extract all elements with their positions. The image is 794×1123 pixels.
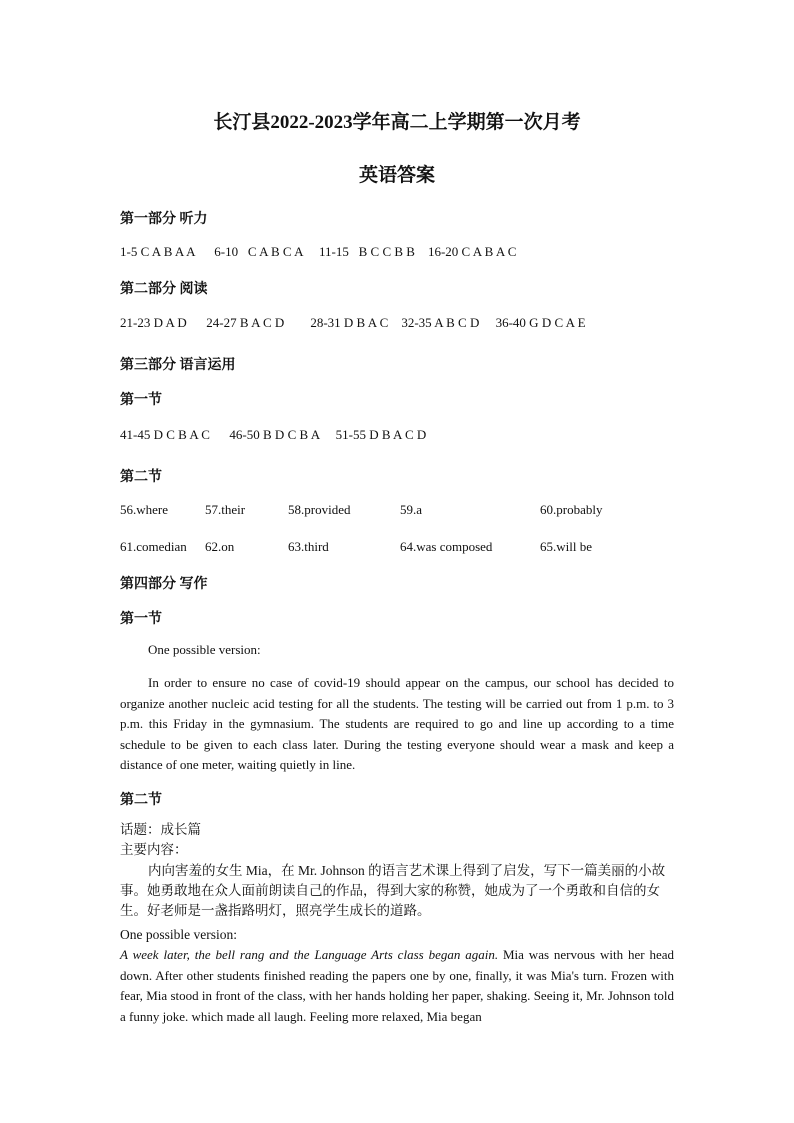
main-content-paragraph: 内向害羞的女生 Mia，在 Mr. Johnson 的语言艺术课上得到了启发，写下一篇美丽的小故事。她勇敢地在众人面前朗读自己的作品，得到大家的称赞，她成为了一个勇敢和自信的女生。好老师是一盏指路明灯，照亮学生成长的道路。 [120,863,666,918]
document-subtitle: 英语答案 [358,165,435,186]
part1-heading: 第一部分 听力 [120,212,208,227]
part3-heading: 第三部分 语言运用 [120,358,236,373]
version-label: One possible version: [148,642,261,657]
main-content-label: 主要内容： [120,842,188,857]
part3-section1-answers: 41-45 D C B A C 46-50 B D C B A 51-55 D B A C D [120,427,427,442]
answer-cell: 64.was composed [400,539,493,554]
part4-heading: 第四部分 写作 [120,577,208,592]
version-label-2: One possible version: [120,927,237,942]
part3-section2-heading: 第二节 [120,470,162,485]
answer-cell: 62.on [205,539,235,554]
answer-cell: 56.where [120,502,169,517]
document-title: 长汀县2022-2023学年高二上学期第一次月考 [213,112,581,133]
part3-section1-heading: 第一节 [120,393,162,408]
part2-heading: 第二部分 阅读 [120,282,208,297]
answer-cell: 57.their [205,502,246,517]
answer-cell: 61.comedian [120,539,187,554]
answer-cell: 59.a [400,502,423,517]
part4-section2-heading: 第二节 [120,793,162,808]
answer-cell: 65.will be [540,539,592,554]
essay2-paragraph [120,945,674,1027]
part4-section1-heading: 第一节 [120,612,162,627]
answer-cell: 63.third [288,539,329,554]
answer-cell: 58.provided [288,502,351,517]
part1-answers: 1-5 C A B A A 6-10 C A B C A 11-15 B C C B B 16-20 C A B A C [120,244,517,259]
essay2-opening-sentence: A week later, the bell rang and the Language Arts class began again. [120,947,499,962]
answer-cell: 60.probably [540,502,603,517]
essay2-continuation: Mia was nervous with her head down. After other students finished reading the papers one by one, finally, it was Mia's turn. Frozen with fear, Mia stood in front of the class, with her hands holding her paper, shaking. Seeing it, Mr. Johnson told a funny joke. which made all laugh. Feeling more relaxed, Mia began [120,947,674,1024]
topic-line: 话题：成长篇 [120,822,201,837]
essay1-paragraph: In order to ensure no case of covid-19 should appear on the campus, our school has decided to organize another nucleic acid testing for all the students. The testing will be carried out from 1 p.m. to 3 p.m. this Friday in the gymnasium. The students are required to go and line up according to a time schedule to be given to each class later. During the testing everyone should wear a mask and keep a distance of one meter, waiting quietly in line. [120,675,674,772]
part2-answers: 21-23 D A D 24-27 B A C D 28-31 D B A C 32-35 A B C D 36-40 G D C A E [120,315,586,330]
